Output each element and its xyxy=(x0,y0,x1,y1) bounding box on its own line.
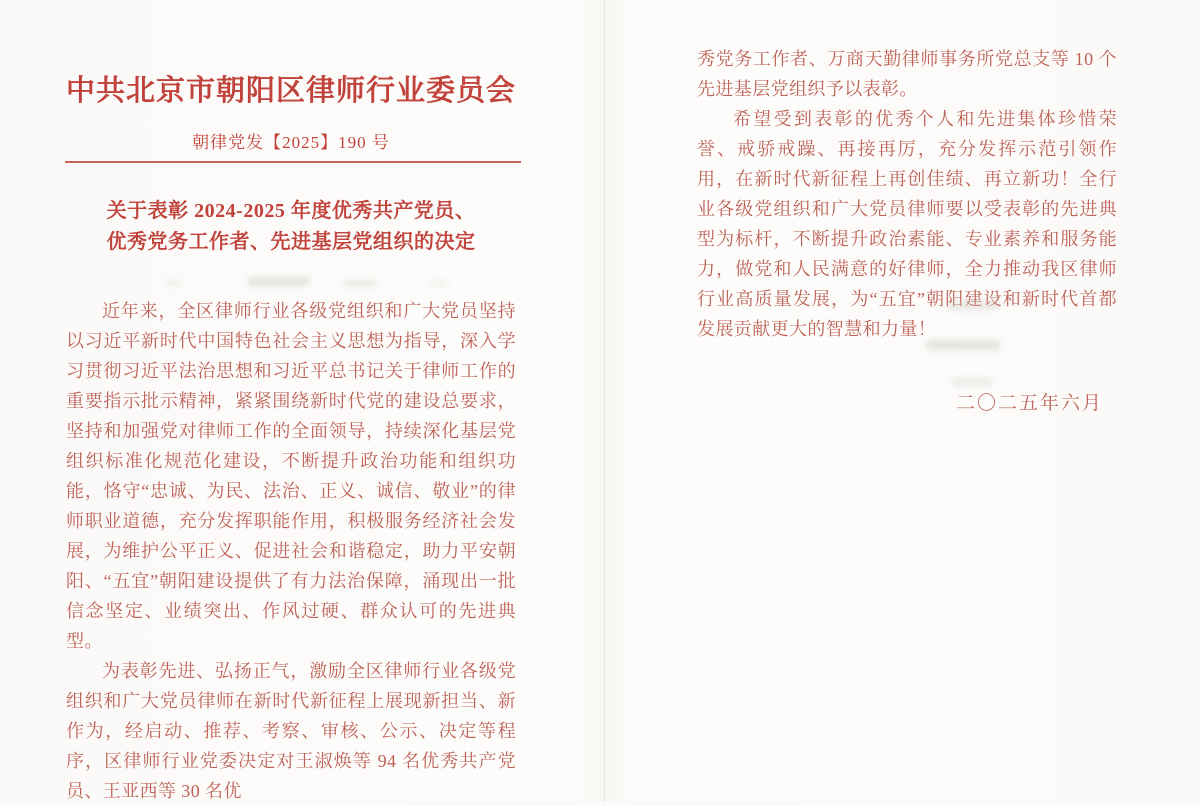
scan-bleed-smudge xyxy=(952,378,992,386)
paragraph-3: 希望受到表彰的优秀个人和先进集体珍惜荣誉、戒骄戒躁、再接再厉，充分发挥示范引领作用，在新时代新征程上再创佳绩、再立新功！全行业各级党组织和广大党员律师要以受表彰的先进典型为标杆，不断提升政治素能、专业素养和服务能力，做党和人民满意的好律师，全力推动我区律师行业高质量发展，为“五宜”朝阳建设和新时代首都发展贡献更大的智慧和力量！ xyxy=(697,109,1117,339)
scan-bleed-smudge xyxy=(948,301,1000,310)
header-divider-rule xyxy=(65,161,521,163)
issuing-org-title: 中共北京市朝阳区律师行业委员会 xyxy=(66,75,517,107)
paragraph-1: 近年来，全区律师行业各级党组织和广大党员坚持以习近平新时代中国特色社会主义思想为指导，深入学习贯彻习近平法治思想和习近平总书记关于律师工作的重要指示批示精神，紧紧围绕新时代党的建设总要求，坚持和加强党对律师工作的全面领导，持续深化基层党组织标准化规范化建设，不断提升政治功能和组织功能，恪守“忠诚、为民、法治、正义、诚信、敬业”的律师职业道德，充分发挥职能作用，积极服务经济社会发展，为维护公平正义、促进社会和谐稳定，助力平安朝阳、“五宜”朝阳建设提供了有力法治保障，涌现出一批信念坚定、业绩突出、作风过硬、群众认可的先进典型。 xyxy=(66,301,516,651)
scan-bleed-smudge xyxy=(248,277,310,286)
left-page xyxy=(66,0,516,802)
right-page xyxy=(697,0,1117,802)
decision-title-line-2: 优秀党务工作者、先进基层党组织的决定 xyxy=(106,231,476,253)
scan-bleed-smudge xyxy=(926,340,1000,350)
paragraph-2-continued: 秀党务工作者、万商天勤律师事务所党总支等 10 个先进基层党组织予以表彰。 xyxy=(697,49,1117,99)
scan-bleed-smudge xyxy=(166,280,180,286)
paragraph-2: 为表彰先进、弘扬正气，激励全区律师行业各级党组织和广大党员律师在新时代新征程上展现新担当、新作为，经启动、推荐、考察、审核、公示、决定等程序，区律师行业党委决定对王淑焕等 94 名优秀共产党员、王亚西等 30 名优 xyxy=(66,661,516,801)
document-number: 朝律党发【2025】190 号 xyxy=(192,133,390,152)
left-page-body xyxy=(66,296,516,806)
scan-bleed-smudge xyxy=(430,280,448,286)
right-page-body xyxy=(697,44,1117,344)
decision-title xyxy=(66,196,516,258)
scan-bleed-smudge xyxy=(344,279,378,287)
page-fold-divider xyxy=(604,0,605,802)
decision-title-line-1: 关于表彰 2024-2025 年度优秀共产党员、 xyxy=(106,200,476,222)
document-date: 二〇二五年六月 xyxy=(955,393,1103,414)
